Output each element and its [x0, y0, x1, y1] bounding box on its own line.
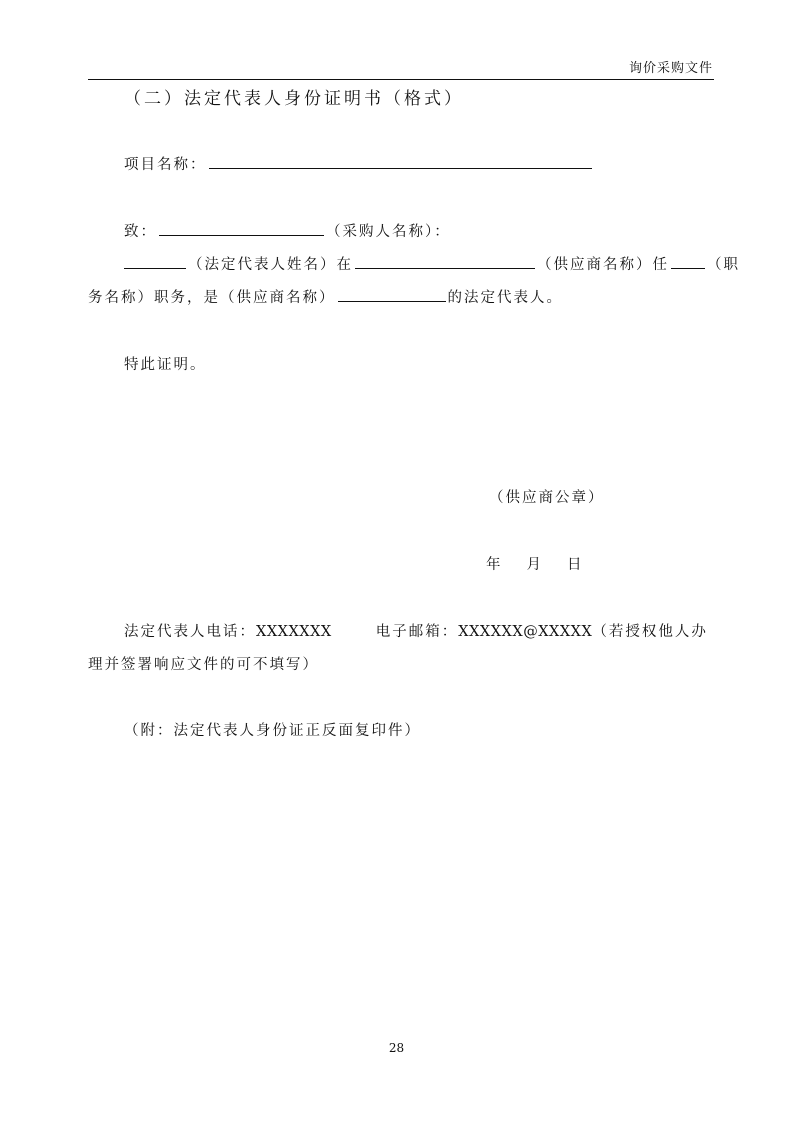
addressee-prefix: 致：: [124, 224, 157, 240]
supplier-note: （供应商名称）任: [537, 257, 669, 273]
date-month: 月: [526, 557, 543, 573]
header-rule: [88, 79, 714, 80]
body-line-2: [88, 286, 563, 307]
project-name-row: [124, 153, 594, 174]
supplier-name-blank: [355, 253, 535, 269]
ending-text: 的法定代表人。: [447, 290, 563, 306]
position-note-2: 务名称）职务，是（供应商名称）: [88, 290, 336, 306]
supplier-name-blank-2: [338, 286, 446, 302]
header-doc-type: 询价采购文件: [628, 61, 713, 76]
name-note: （法定代表人姓名）在: [188, 257, 353, 273]
addressee-row: [124, 220, 451, 241]
project-name-blank: [209, 153, 592, 169]
position-note-1: （职: [707, 257, 740, 273]
page-title: （二）法定代表人身份证明书（格式）: [124, 89, 464, 109]
body-line-1: [124, 253, 740, 274]
email-value: XXXXXX@XXXXX: [458, 624, 593, 640]
contact-note-1: （若授权他人办: [592, 624, 708, 640]
contact-line-1: [124, 620, 708, 641]
attachment-note: （附：法定代表人身份证正反面复印件）: [124, 723, 421, 739]
page-number: 28: [388, 1041, 405, 1055]
purchaser-name-blank: [159, 220, 324, 236]
date-day: 日: [567, 557, 584, 573]
addressee-suffix: （采购人名称）：: [326, 224, 451, 240]
email-label: 电子邮箱：: [375, 624, 459, 640]
project-name-label: 项目名称：: [124, 157, 207, 173]
date-row: [486, 553, 584, 574]
date-year: 年: [486, 557, 503, 573]
legal-rep-name-blank: [124, 253, 186, 269]
supplier-seal: （供应商公章）: [489, 490, 605, 506]
position-blank: [671, 253, 705, 269]
phone-value: XXXXXXX: [256, 624, 332, 640]
contact-note-2: 理并签署响应文件的可不填写）: [88, 657, 319, 673]
phone-label: 法定代表人电话：: [124, 624, 256, 640]
certify-text: 特此证明。: [124, 357, 207, 373]
